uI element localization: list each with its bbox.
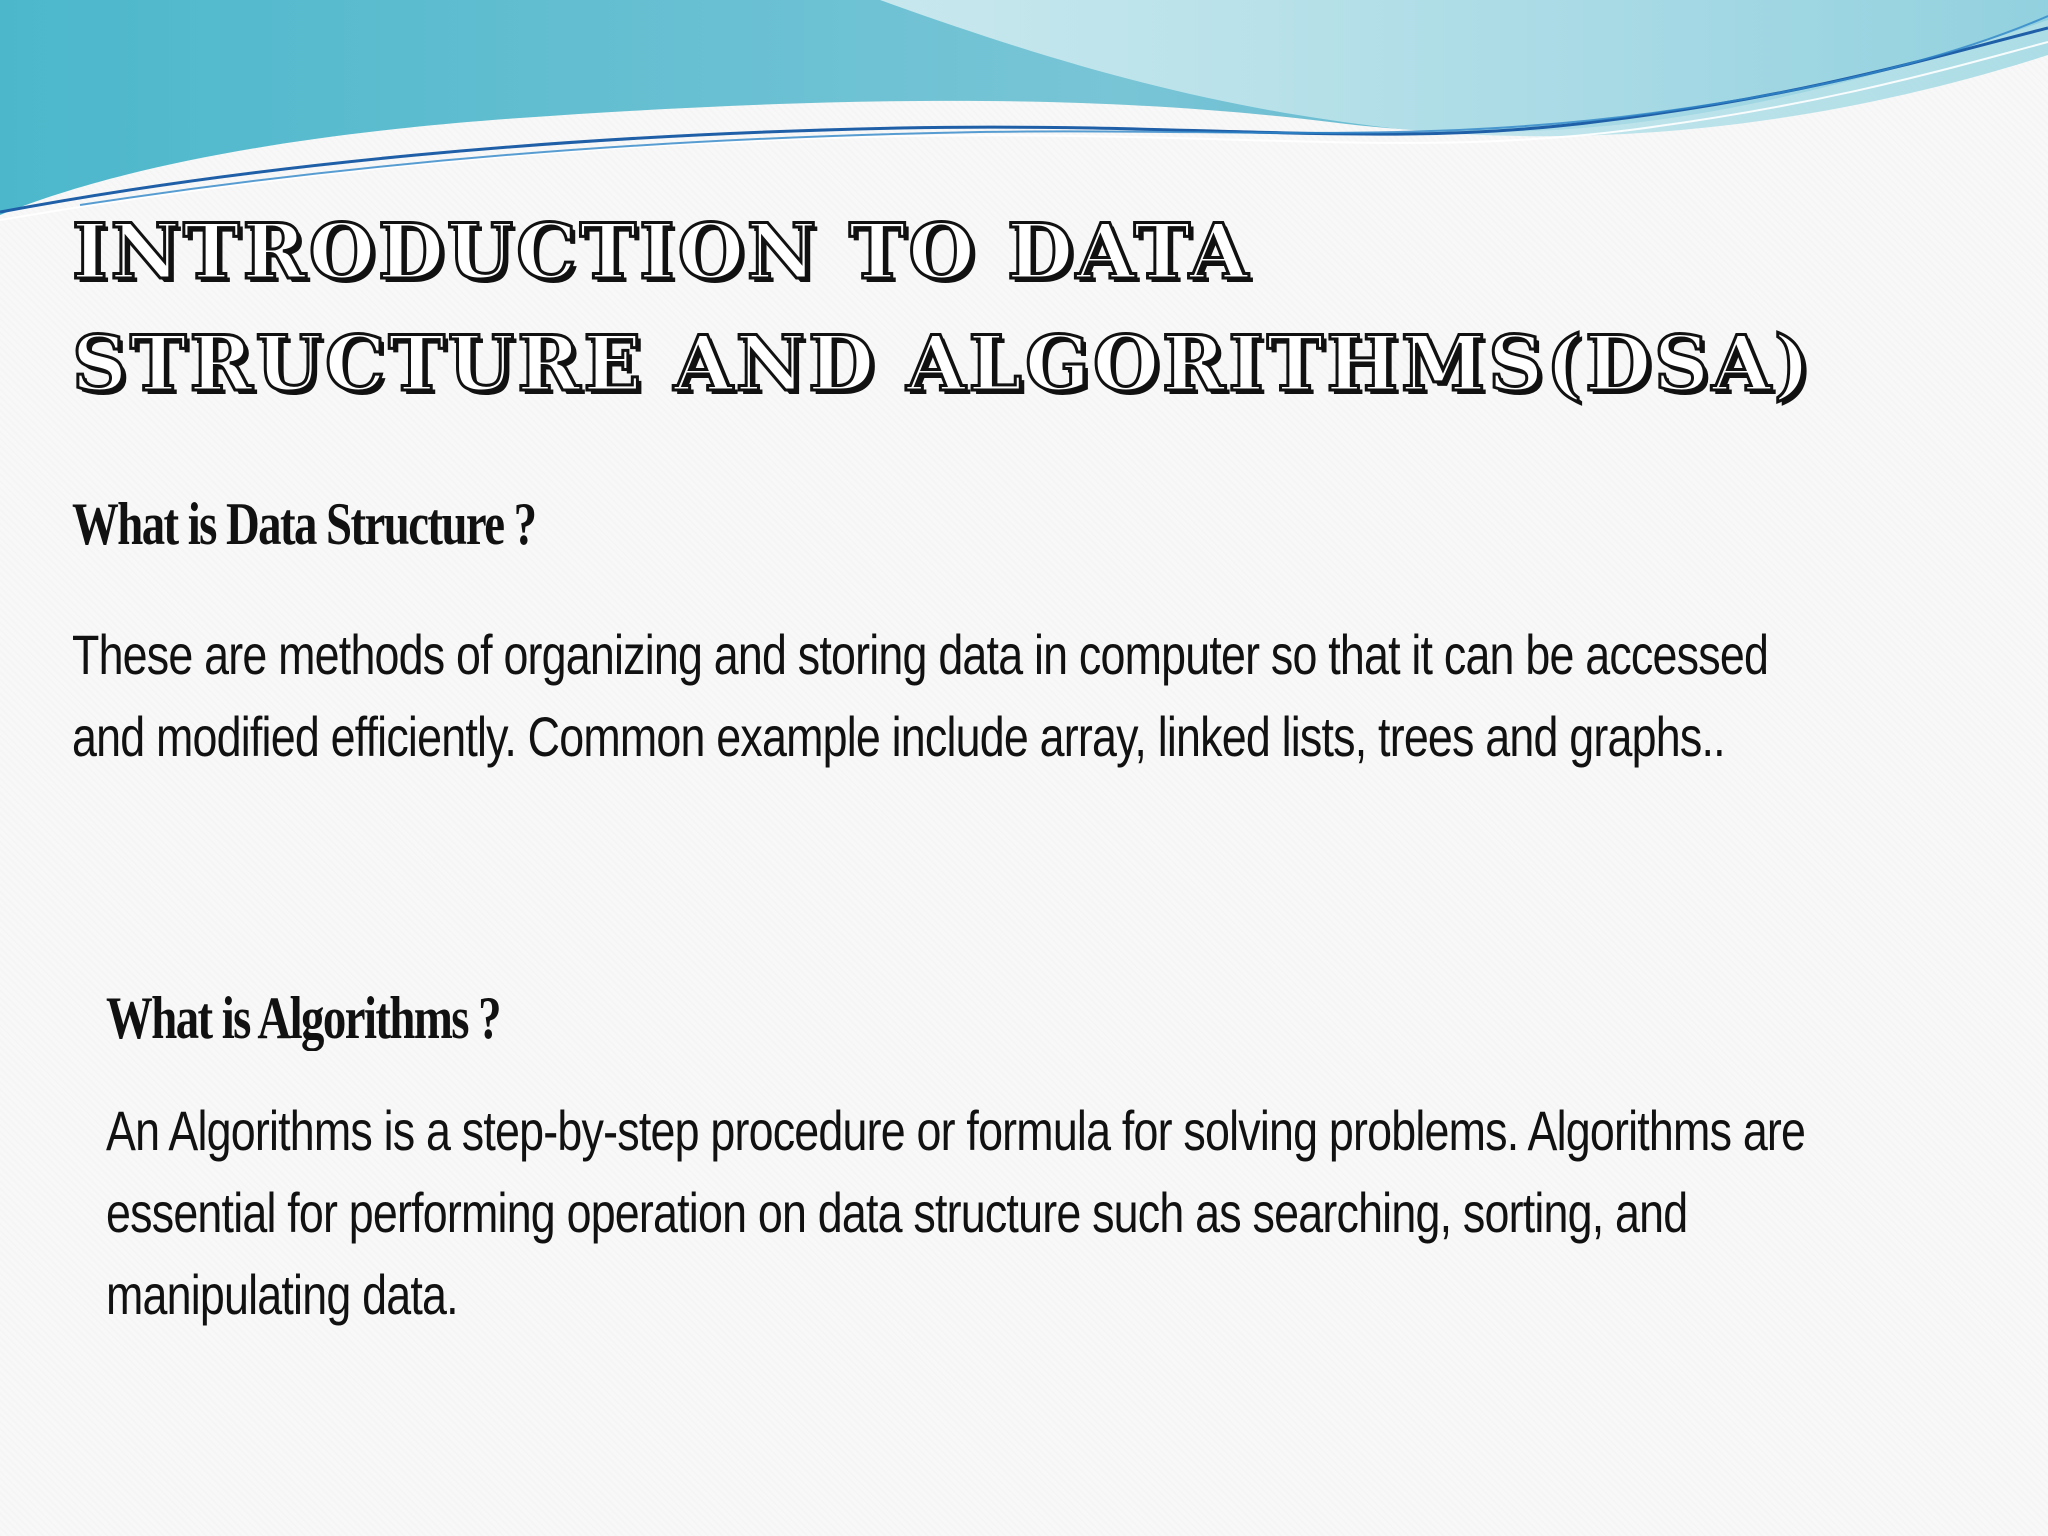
slide-title: INTRODUCTION TO DATA STRUCTURE AND ALGORITHMS(DSA) bbox=[72, 207, 1813, 408]
algorithms-description: An Algorithms is a step-by-step procedure or formula for solving problems. Algorithms are essential for performing operation on data structure such as searching, sorting, and manipulating data. bbox=[106, 1099, 1806, 1326]
data-structure-description: These are methods of organizing and storing data in computer so that it can be accessed and modified efficiently. Common example include array, linked lists, trees and graphs.. bbox=[72, 623, 1769, 768]
algorithms-heading: What is Algorithms ? bbox=[106, 985, 500, 1051]
data-structure-heading: What is Data Structure ? bbox=[72, 491, 536, 557]
